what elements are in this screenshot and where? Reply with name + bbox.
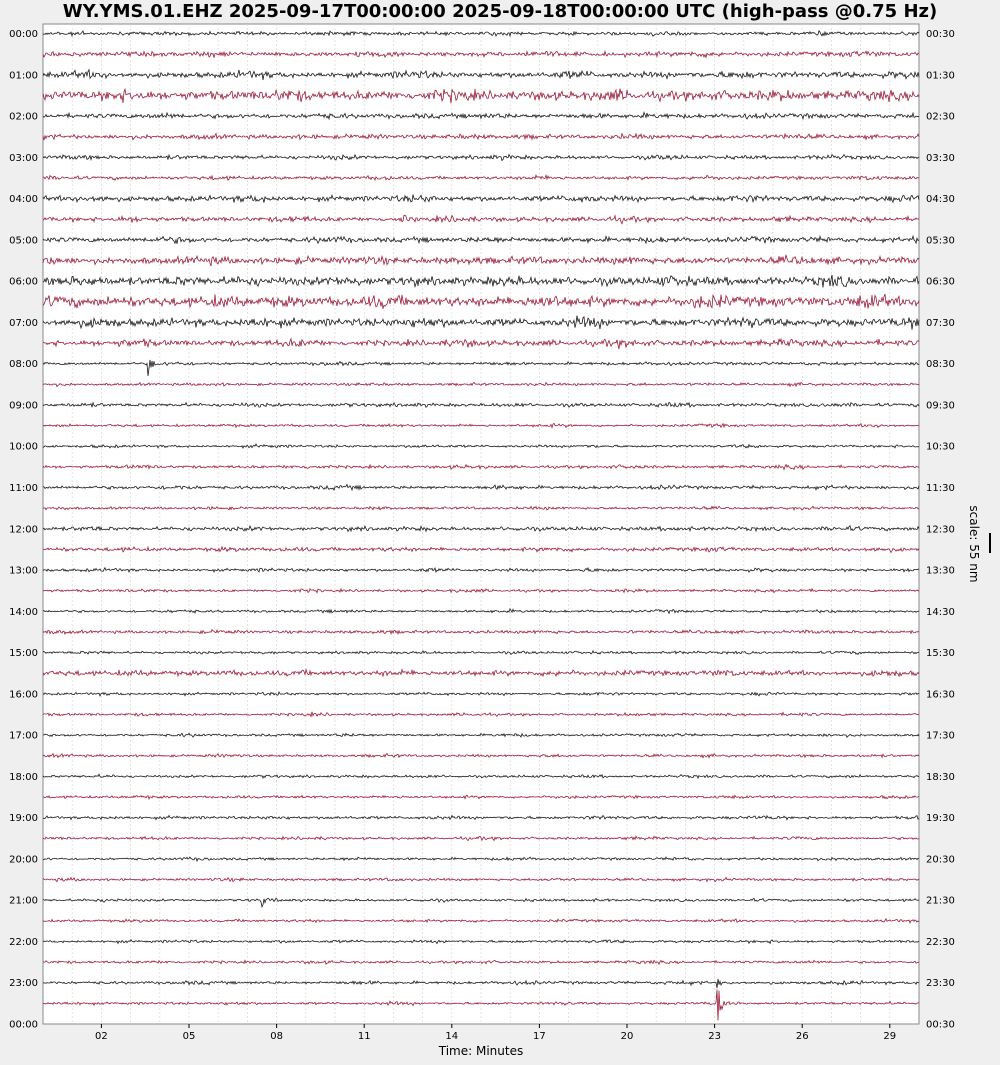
scale-label: scale: 55 nm [967,505,981,583]
right-time-label: 23:30 [926,978,955,990]
left-time-label: 21:00 [9,895,38,907]
left-time-label: 01:00 [9,70,38,82]
left-time-label: 23:00 [9,978,38,990]
right-time-label: 04:30 [926,194,955,206]
right-time-label: 18:30 [926,771,955,783]
right-time-label: 20:30 [926,854,955,866]
left-time-label: 03:00 [9,152,38,164]
left-time-label: 12:00 [9,524,38,536]
left-time-label: 02:00 [9,111,38,123]
right-time-label: 19:30 [926,813,955,825]
left-time-label: 22:00 [9,936,38,948]
left-time-label: 08:00 [9,359,38,371]
right-time-label: 17:30 [926,730,955,742]
right-time-label: 06:30 [926,276,955,288]
chart-title: WY.YMS.01.EHZ 2025-09-17T00:00:00 2025-09-18T00:00:00 UTC (high-pass @0.75 Hz) [62,1,938,22]
x-tick-label: 29 [883,1031,897,1042]
left-time-label: 17:00 [9,730,38,742]
left-time-label: 00:00 [9,1019,38,1031]
x-tick-label: 14 [445,1031,459,1042]
x-tick-label: 08 [270,1031,283,1042]
left-time-label: 10:00 [9,441,38,453]
left-time-label: 16:00 [9,689,38,701]
right-time-label: 09:30 [926,400,955,412]
x-tick-label: 05 [182,1031,196,1042]
right-time-label: 08:30 [926,359,955,371]
x-tick-label: 02 [95,1031,108,1042]
x-axis-ticks [95,1024,896,1042]
right-time-label: 15:30 [926,648,955,660]
right-time-label: 07:30 [926,317,955,329]
right-time-label: 02:30 [926,111,955,123]
left-time-label: 00:00 [9,29,38,40]
left-time-label: 14:00 [9,606,38,618]
right-time-label: 00:30 [926,1019,955,1031]
x-tick-label: 20 [620,1031,634,1042]
x-tick-label: 11 [357,1031,371,1042]
left-time-label: 18:00 [9,771,38,783]
right-time-label: 05:30 [926,235,955,247]
right-time-label: 16:30 [926,689,955,701]
right-time-label: 01:30 [926,70,955,82]
right-time-label: 00:30 [926,29,955,40]
scale-indicator [967,505,990,582]
right-time-label: 22:30 [926,936,955,948]
left-time-label: 15:00 [9,648,38,660]
right-time-label: 10:30 [926,441,955,453]
right-time-labels [926,29,955,1031]
left-time-label: 07:00 [9,317,38,329]
right-time-label: 13:30 [926,565,955,577]
left-time-label: 13:00 [9,565,38,577]
left-time-label: 05:00 [9,235,38,247]
right-time-label: 14:30 [926,606,955,618]
left-time-labels [9,29,38,1031]
right-time-label: 03:30 [926,152,955,164]
right-time-label: 21:30 [926,895,955,907]
x-tick-label: 17 [533,1031,546,1042]
left-time-label: 19:00 [9,813,38,825]
right-time-label: 11:30 [926,482,955,494]
x-tick-label: 26 [795,1031,809,1042]
x-tick-label: 23 [708,1031,721,1042]
left-time-label: 06:00 [9,276,38,288]
x-axis-label: Time: Minutes [438,1044,524,1058]
right-time-label: 12:30 [926,524,955,536]
left-time-label: 20:00 [9,854,38,866]
left-time-label: 09:00 [9,400,38,412]
left-time-label: 04:00 [9,194,38,206]
left-time-label: 11:00 [9,482,38,494]
